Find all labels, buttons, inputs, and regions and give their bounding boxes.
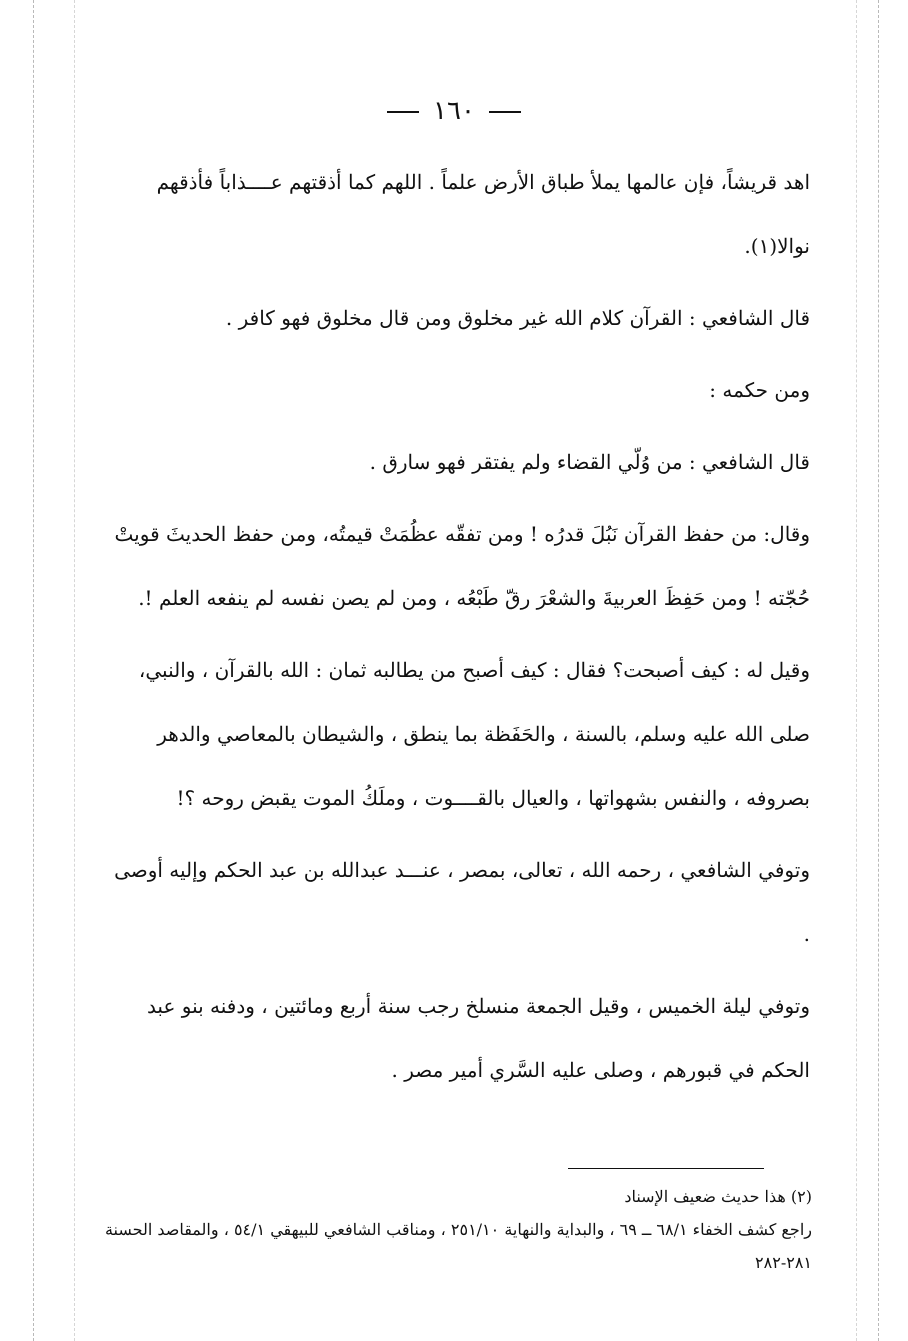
paragraph-quraysh: اهد قريشاً، فإن عالمها يملأ طباق الأرض علماً . اللهم كما أذقتهم عــــذاباً فأذقهم نوالا(١). (156, 170, 810, 258)
paragraph-judgeship-saying: قال الشافعي : من وُلّي القضاء ولم يفتقر فهو سارق . (369, 450, 810, 474)
footnotes (100, 1180, 812, 1279)
footnote-note: (٢) هذا حديث ضعيف الإسناد (624, 1187, 812, 1206)
scan-margin-line-right (878, 0, 879, 1341)
paragraph-how-are-you: وقيل له : كيف أصبحت؟ فقال : كيف أصبح من يطالبه ثمان : الله بالقرآن ، والنبي، صلى الله عليه وسلم، بالسنة ، والحَفَظة بما ينطق ، والشيطان بالمعاصي والدهر بصروفه ، والنفس بشهواتها ، والعيال بالقــــوت ، وملَكُ الموت يقبض روحه ؟! (138, 658, 810, 810)
paragraph-quran-saying: قال الشافعي : القرآن كلام الله غير مخلوق ومن قال مخلوق فهو كافر . (225, 306, 810, 330)
page-number-dash-left (387, 111, 419, 113)
scan-margin-line-right-inner (856, 0, 857, 1341)
page-number-value: ١٦٠ (433, 96, 475, 126)
body-text (110, 150, 810, 1102)
footnote-separator (568, 1168, 764, 1169)
page-number-dash-right (489, 111, 521, 113)
paragraph-memorization-saying: وقال: من حفظ القرآن نَبُلَ قدرُه ! ومن تفقّه عظُمَتْ قيمتُه، ومن حفظ الحديثَ قويتْ حُجّته ! ومن حَفِظَ العربيةَ والشعْرَ رقّ طَبْعُه ، ومن لم يصن نفسه لم ينفعه العلم !. (114, 522, 810, 610)
paragraph-wisdom-heading: ومن حكمه : (709, 378, 810, 402)
footnote-references: راجع كشف الخفاء ٦٨/١ ــ ٦٩ ، والبداية والنهاية ٢٥١/١٠ ، ومناقب الشافعي للبيهقي ٥٤/١ ، والمقاصد الحسنة ٢٨١-٢٨٢ (104, 1220, 812, 1272)
scan-margin-line-left (33, 0, 34, 1341)
scan-margin-line-left-inner (74, 0, 75, 1341)
page-number (0, 96, 908, 126)
paragraph-burial: وتوفي ليلة الخميس ، وقيل الجمعة منسلخ رجب سنة أربع ومائتين ، ودفنه بنو عبد الحكم في قبورهم ، وصلى عليه السَّري أمير مصر . (146, 994, 810, 1082)
paragraph-death: وتوفي الشافعي ، رحمه الله ، تعالى، بمصر ، عنـــد عبدالله بن عبد الحكم وإليه أوصى . (114, 858, 810, 946)
